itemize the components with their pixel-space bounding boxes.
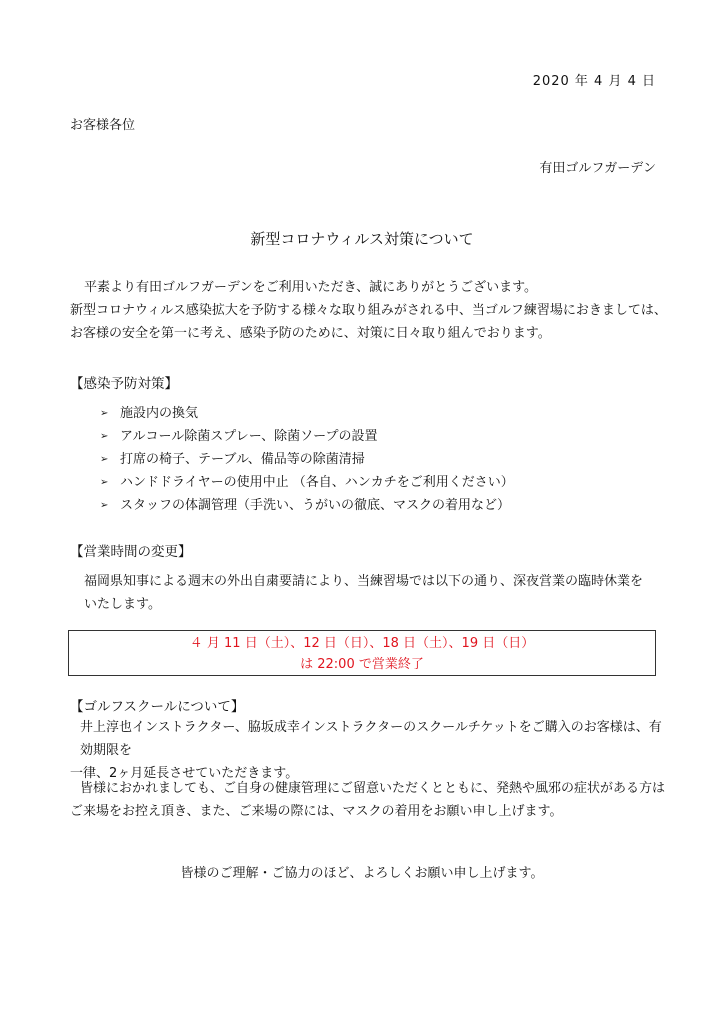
sender-name: 有田ゴルフガーデン bbox=[539, 161, 656, 176]
prevention-list bbox=[100, 402, 514, 517]
list-item bbox=[100, 471, 514, 494]
school-line: 一律、2ヶ月延長させていただきます。 bbox=[70, 766, 299, 781]
hours-heading: 【営業時間の変更】 bbox=[70, 544, 192, 560]
document-date: 2020 年 4 月 4 日 bbox=[532, 74, 656, 89]
list-item bbox=[100, 448, 514, 471]
bullet-arrow-icon: ➢ bbox=[100, 408, 109, 419]
bullet-arrow-icon: ➢ bbox=[100, 431, 109, 442]
intro-line: お客様の安全を第一に考え、感染予防のために、対策に日々取り組んでおります。 bbox=[70, 326, 551, 341]
bullet-arrow-icon: ➢ bbox=[100, 500, 109, 511]
document-title: 新型コロナウィルス対策について bbox=[250, 230, 474, 248]
list-item bbox=[100, 402, 514, 425]
health-line: 皆様におかれましても、ご自身の健康管理にご留意いただくとともに、発熱や風邪の症状がある方は bbox=[80, 781, 666, 796]
intro-paragraph bbox=[70, 276, 670, 345]
notice-dates: ４ 月 11 日（土）、12 日（日）、18 日（土）、19 日（日） bbox=[189, 636, 535, 651]
hours-line: 福岡県知事による週末の外出自粛要請により、当練習場では以下の通り、深夜営業の臨時休業を bbox=[84, 574, 644, 589]
notice-time: は 22:00 で営業終了 bbox=[300, 657, 424, 672]
list-item-text: 施設内の換気 bbox=[120, 406, 199, 421]
list-item-text: アルコール除菌スプレー、除菌ソープの設置 bbox=[120, 429, 378, 444]
hours-paragraph bbox=[84, 570, 674, 616]
intro-line: 新型コロナウィルス感染拡大を予防する様々な取り組みがされる中、当ゴルフ練習場におきましては、 bbox=[70, 303, 667, 318]
addressee: お客様各位 bbox=[70, 118, 136, 133]
list-item bbox=[100, 425, 514, 448]
closing-remark: 皆様のご理解・ご協力のほど、よろしくお願い申し上げます。 bbox=[180, 866, 544, 881]
list-item-text: 打席の椅子、テーブル、備品等の除菌清掃 bbox=[120, 452, 365, 467]
bullet-arrow-icon: ➢ bbox=[100, 454, 109, 465]
closing-hours-notice bbox=[68, 630, 656, 676]
school-paragraph bbox=[70, 716, 670, 785]
list-item-text: ハンドドライヤーの使用中止 （各自、ハンカチをご利用ください） bbox=[120, 475, 514, 490]
bullet-arrow-icon: ➢ bbox=[100, 477, 109, 488]
intro-line: 平素より有田ゴルフガーデンをご利用いただき、誠にありがとうございます。 bbox=[84, 280, 538, 295]
health-paragraph bbox=[70, 777, 670, 823]
list-item bbox=[100, 494, 514, 517]
hours-line: いたします。 bbox=[84, 597, 161, 612]
school-line: 井上淳也インストラクター、脇坂成幸インストラクターのスクールチケットをご購入のお客様は、有効期限を bbox=[80, 720, 662, 758]
health-line: ご来場をお控え頂き、また、ご来場の際には、マスクの着用をお願い申し上げます。 bbox=[70, 804, 563, 819]
list-item-text: スタッフの体調管理（手洗い、うがいの徹底、マスクの着用など） bbox=[120, 498, 511, 513]
prevention-heading: 【感染予防対策】 bbox=[70, 376, 178, 392]
school-heading: 【ゴルフスクールについて】 bbox=[70, 699, 245, 715]
